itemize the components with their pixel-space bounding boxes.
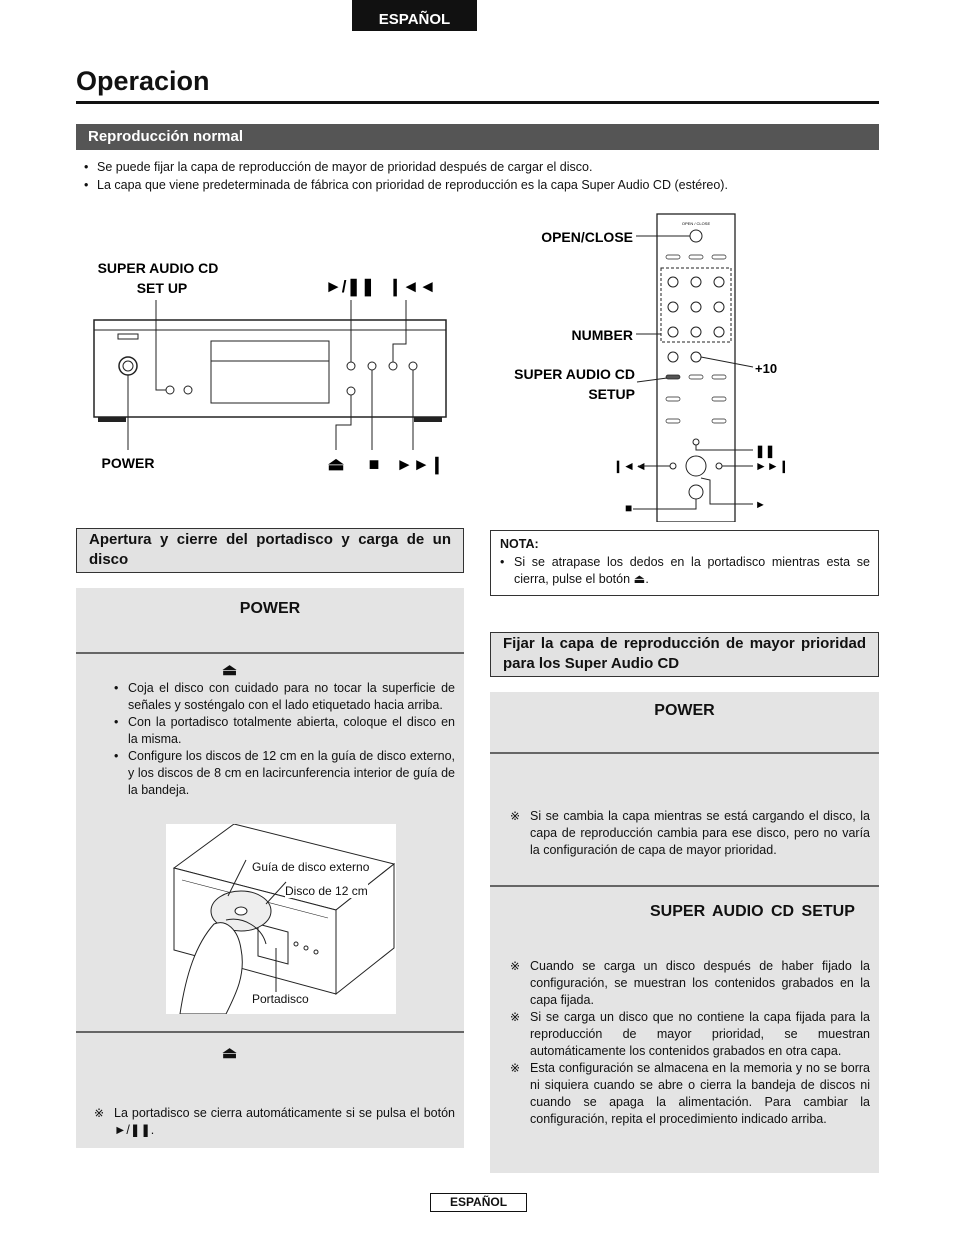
right-box-heading: Fijar la capa de reproducción de mayor prioridad para los Super Audio CD [490, 632, 879, 677]
remote-play-label: ► [755, 499, 766, 511]
title-divider [76, 101, 879, 104]
prev-label: ❙◄◄ [388, 277, 436, 296]
bullet-item: • Se puede fijar la capa de reproducción de mayor de prioridad después de cargar el disco. [84, 158, 874, 176]
right-step2 [490, 754, 879, 885]
nota-item: • Si se atrapase los dedos en la portadisco mientras esta se cierra, pulse el botón ⏏. [500, 554, 870, 588]
label-disc-guide: Guía de disco externo [252, 860, 370, 874]
note-item: ※ Si se carga un disco que no contiene la capa fijada para la reproducción de mayor prioridad, se muestran automáticamente los contenidos grabados en otra capa. [510, 1009, 870, 1060]
setup-label-line2: SET UP [136, 280, 188, 296]
power-button-label: POWER [239, 600, 301, 617]
power-label: POWER [101, 455, 155, 471]
left-step2 [76, 654, 464, 1031]
section-title-bar: Reproducción normal [76, 124, 879, 150]
right-step1 [490, 692, 879, 752]
language-tab-top: ESPAÑOL [352, 0, 477, 31]
note-item: ※ Esta configuración se almacena en la memoria y no se borra ni siquiera cuando se abre o cierra la bandeja de discos ni cuando se apaga la alimentación. Para cambiar la configuración, repita el procedimiento indicado arriba. [510, 1060, 870, 1128]
remote-illustration [505, 212, 795, 522]
remote-setup-line1: SUPER AUDIO CD [514, 366, 635, 382]
plus10-label: +10 [755, 361, 778, 376]
open-close-label: OPEN/CLOSE [541, 229, 633, 245]
remote-setup-line2: SETUP [588, 386, 635, 402]
note-item: ※ Cuando se carga un disco después de haber fijado la configuración, se muestran los contenidos grabados en la capa fijada. [510, 958, 870, 1009]
label-disc-12cm: Disco de 12 cm [285, 884, 368, 898]
bullet-item: • Con la portadisco totalmente abierta, coloque el disco en la misma. [114, 714, 455, 748]
remote-pause-label: ❚❚ [755, 444, 776, 458]
nota-text [500, 554, 870, 588]
bullet-item: • Configure los discos de 12 cm en la guía de disco externo, y los discos de 8 cm en lacircunferencia interior de guía de la bandeja. [114, 748, 455, 799]
next-label: ►►❙ [396, 455, 444, 474]
right-step3 [490, 887, 879, 1173]
remote-next-label: ►►❙ [755, 459, 789, 473]
disc-loading-illustration [166, 824, 396, 1014]
eject-label: ⏏ [327, 454, 345, 474]
bullet-item: • La capa que viene predeterminada de fábrica con prioridad de reproducción es la capa Super Audio CD (estéreo). [84, 176, 874, 194]
play-pause-label: ►/❚❚ [324, 277, 376, 296]
section-bullets [84, 158, 874, 194]
step3-notes [510, 958, 870, 1128]
power-button-label: POWER [654, 702, 715, 719]
left-box-heading: Apertura y cierre del portadisco y carga de un disco [76, 528, 464, 573]
nota-box [490, 530, 879, 596]
bullet-item: • Coja el disco con cuidado para no tocar la superficie de señales y sosténgalo con el lado etiquetado hacia arriba. [114, 680, 455, 714]
remote-stop-label: ■ [625, 501, 633, 515]
page-title: Operacion [76, 66, 210, 96]
stop-label: ■ [368, 454, 380, 474]
step2-note [510, 808, 870, 859]
front-panel-illustration [76, 250, 476, 480]
nota-title: NOTA: [500, 537, 539, 551]
label-tray: Portadisco [252, 992, 309, 1006]
note-item: ※ La portadisco se cierra automáticamente si se pulsa el botón ►/❚❚. [94, 1105, 455, 1139]
eject-icon: ⏏ [222, 1045, 238, 1062]
number-label: NUMBER [571, 327, 633, 343]
sacd-setup-button-label: SUPER AUDIO CD SETUP [650, 903, 855, 920]
remote-prev-label: ❙◄◄ [613, 459, 647, 473]
left-step1 [76, 588, 464, 652]
step2-bullets [114, 680, 455, 799]
eject-icon: ⏏ [222, 662, 238, 679]
left-step3 [76, 1033, 464, 1148]
setup-label-line1: SUPER AUDIO CD [97, 260, 219, 276]
language-tab-bottom: ESPAÑOL [430, 1193, 527, 1212]
note-item: ※ Si se cambia la capa mientras se está cargando el disco, la capa de reproducción cambia para ese disco, pero no varía la configuración de capa de mayor prioridad. [510, 808, 870, 859]
svg-text:OPEN / CLOSE: OPEN / CLOSE [681, 221, 711, 226]
step3-note [94, 1105, 455, 1139]
